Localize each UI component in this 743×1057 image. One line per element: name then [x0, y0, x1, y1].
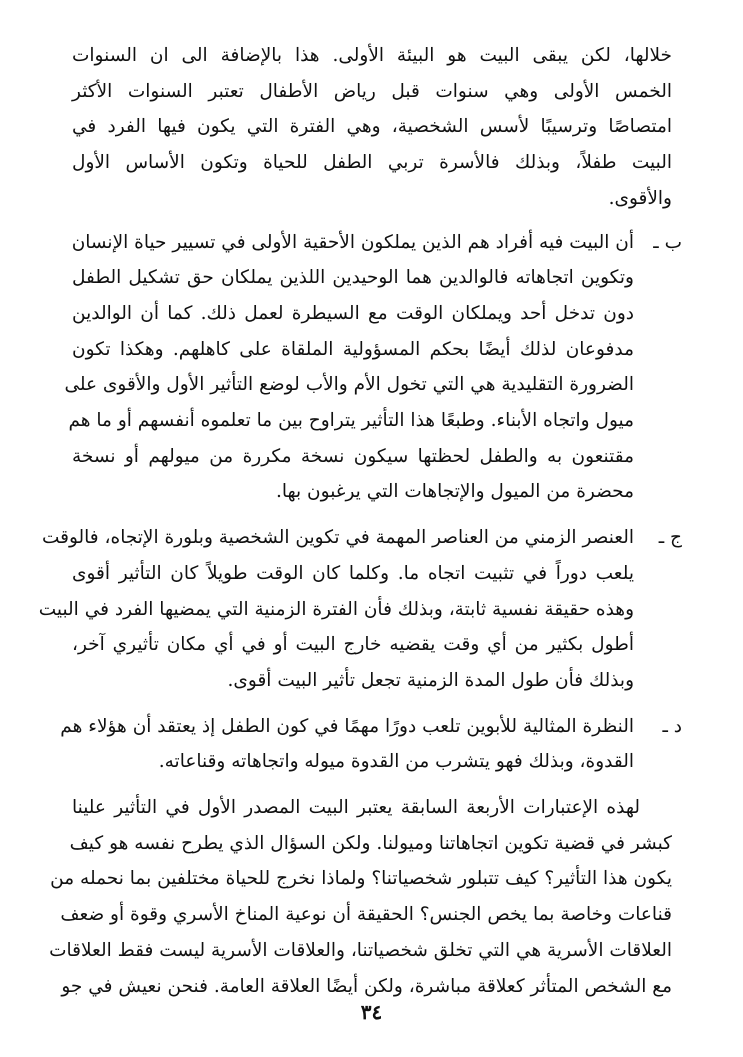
- text-line: خلالها، لكن يبقى البيت هو البيئة الأولى. هذا بالإضافة الى ان السنوات: [72, 45, 672, 66]
- list-item-b: [64, 225, 682, 511]
- text-line: ميول واتجاه الأبناء. وطبعًا هذا التأثير يتراوح بين ما تعلموه أنفسهم أو ما هم: [68, 410, 634, 432]
- text-line: والأقوى.: [608, 187, 672, 209]
- page-number: ٣٤: [360, 1000, 383, 1024]
- text-line: الخمس الأولى وهي سنوات قبل رياض الأطفال تعتبر السنوات الأكثر: [72, 80, 672, 102]
- list-item-d: [60, 709, 682, 780]
- list-item-j: [38, 520, 682, 699]
- text-line: أطول بكثير من أي وقت يقضيه خارج البيت أو في أي مكان تأثيري آخر،: [72, 634, 634, 656]
- text-line: وبذلك فأن طول المدة الزمنية تجعل تأثير البيت أقوى.: [227, 669, 634, 691]
- list-item-label: ب ـ: [653, 231, 682, 253]
- text-line: البيت طفلاً، وبذلك فالأسرة تربي الطفل للحياة وتكون الأساس الأول: [72, 152, 672, 174]
- list-item-label: د ـ: [662, 715, 682, 737]
- text-line: محضرة من الميول والإتجاهات التي يرغبون بها.: [275, 481, 634, 503]
- text-line: الضرورة التقليدية هي التي تخول الأم والأب لوضع التأثير الأول والأقوى على: [64, 374, 634, 396]
- text-line: كبشر في قضية تكوين اتجاهاتنا وميولنا. ولكن السؤال الذي يطرح نفسه هو كيف: [69, 832, 672, 854]
- text-line: العلاقات الأسرية هي التي تخلق شخصياتنا، والعلاقات الأسرية ليست فقط العلاقات: [49, 939, 672, 961]
- text-line: مقتنعون به والطفل لحظتها سيكون نسخة مكررة من ميولهم أو نسخة: [72, 445, 634, 467]
- text-line: دون تدخل أحد ويملكان الوقت مع السيطرة لعمل ذلك. كما أن الوالدين: [72, 302, 634, 324]
- text-line: لهذه الإعتبارات الأربعة السابقة يعتبر البيت المصدر الأول في التأثير علينا: [72, 797, 640, 819]
- text-line: يكون هذا التأثير؟ كيف تتبلور شخصياتنا؟ ولماذا نخرج للحياة مختلفين بما نحمله من: [50, 868, 672, 890]
- document-page: [38, 38, 682, 1004]
- text-line: يلعب دوراً في تثبيت اتجاه ما. وكلما كان الوقت طويلاً كان التأثير أقوى: [72, 562, 634, 584]
- text-line: العنصر الزمني من العناصر المهمة في تكوين الشخصية وبلورة الإتجاه، فالوقت: [41, 527, 634, 549]
- text-line: قناعات وخاصة بما يخص الجنس؟ الحقيقة أن نوعية المناخ الأسري وقوة أو ضعف: [60, 904, 672, 926]
- text-line: وتكوين اتجاهاته فالوالدين هما الوحيدين اللذين يملكان حق تشكيل الطفل: [72, 267, 634, 289]
- closing-paragraph: [49, 790, 672, 1004]
- intro-paragraph: [72, 38, 672, 217]
- text-line: أن البيت فيه أفراد هم الذين يملكون الأحقية الأولى في تسيير حياة الإنسان: [71, 231, 634, 253]
- text-line: مع الشخص المتأثر كعلاقة مباشرة، ولكن أيضًا العلاقة العامة. فنحن نعيش في جو: [61, 975, 672, 997]
- list-item-label: ج ـ: [658, 527, 682, 549]
- text-line: مدفوعان لذلك أيضًا بحكم المسؤولية الملقاة على كاهلهم. وهكذا تكون: [72, 338, 634, 360]
- text-line: القدوة، وبذلك فهو يتشرب من القدوة ميوله واتجاهاته وقناعاته.: [158, 751, 634, 773]
- text-line: امتصاصًا وترسيبًا لأسس الشخصية، وهي الفترة التي يكون فيها الفرد في: [72, 116, 672, 138]
- text-line: النظرة المثالية للأبوين تلعب دورًا مهمًا في كون الطفل إذ يعتقد أن هؤلاء هم: [60, 715, 634, 737]
- text-line: وهذه حقيقة نفسية ثابتة، وبذلك فأن الفترة الزمنية التي يمضيها الفرد في البيت: [38, 598, 634, 620]
